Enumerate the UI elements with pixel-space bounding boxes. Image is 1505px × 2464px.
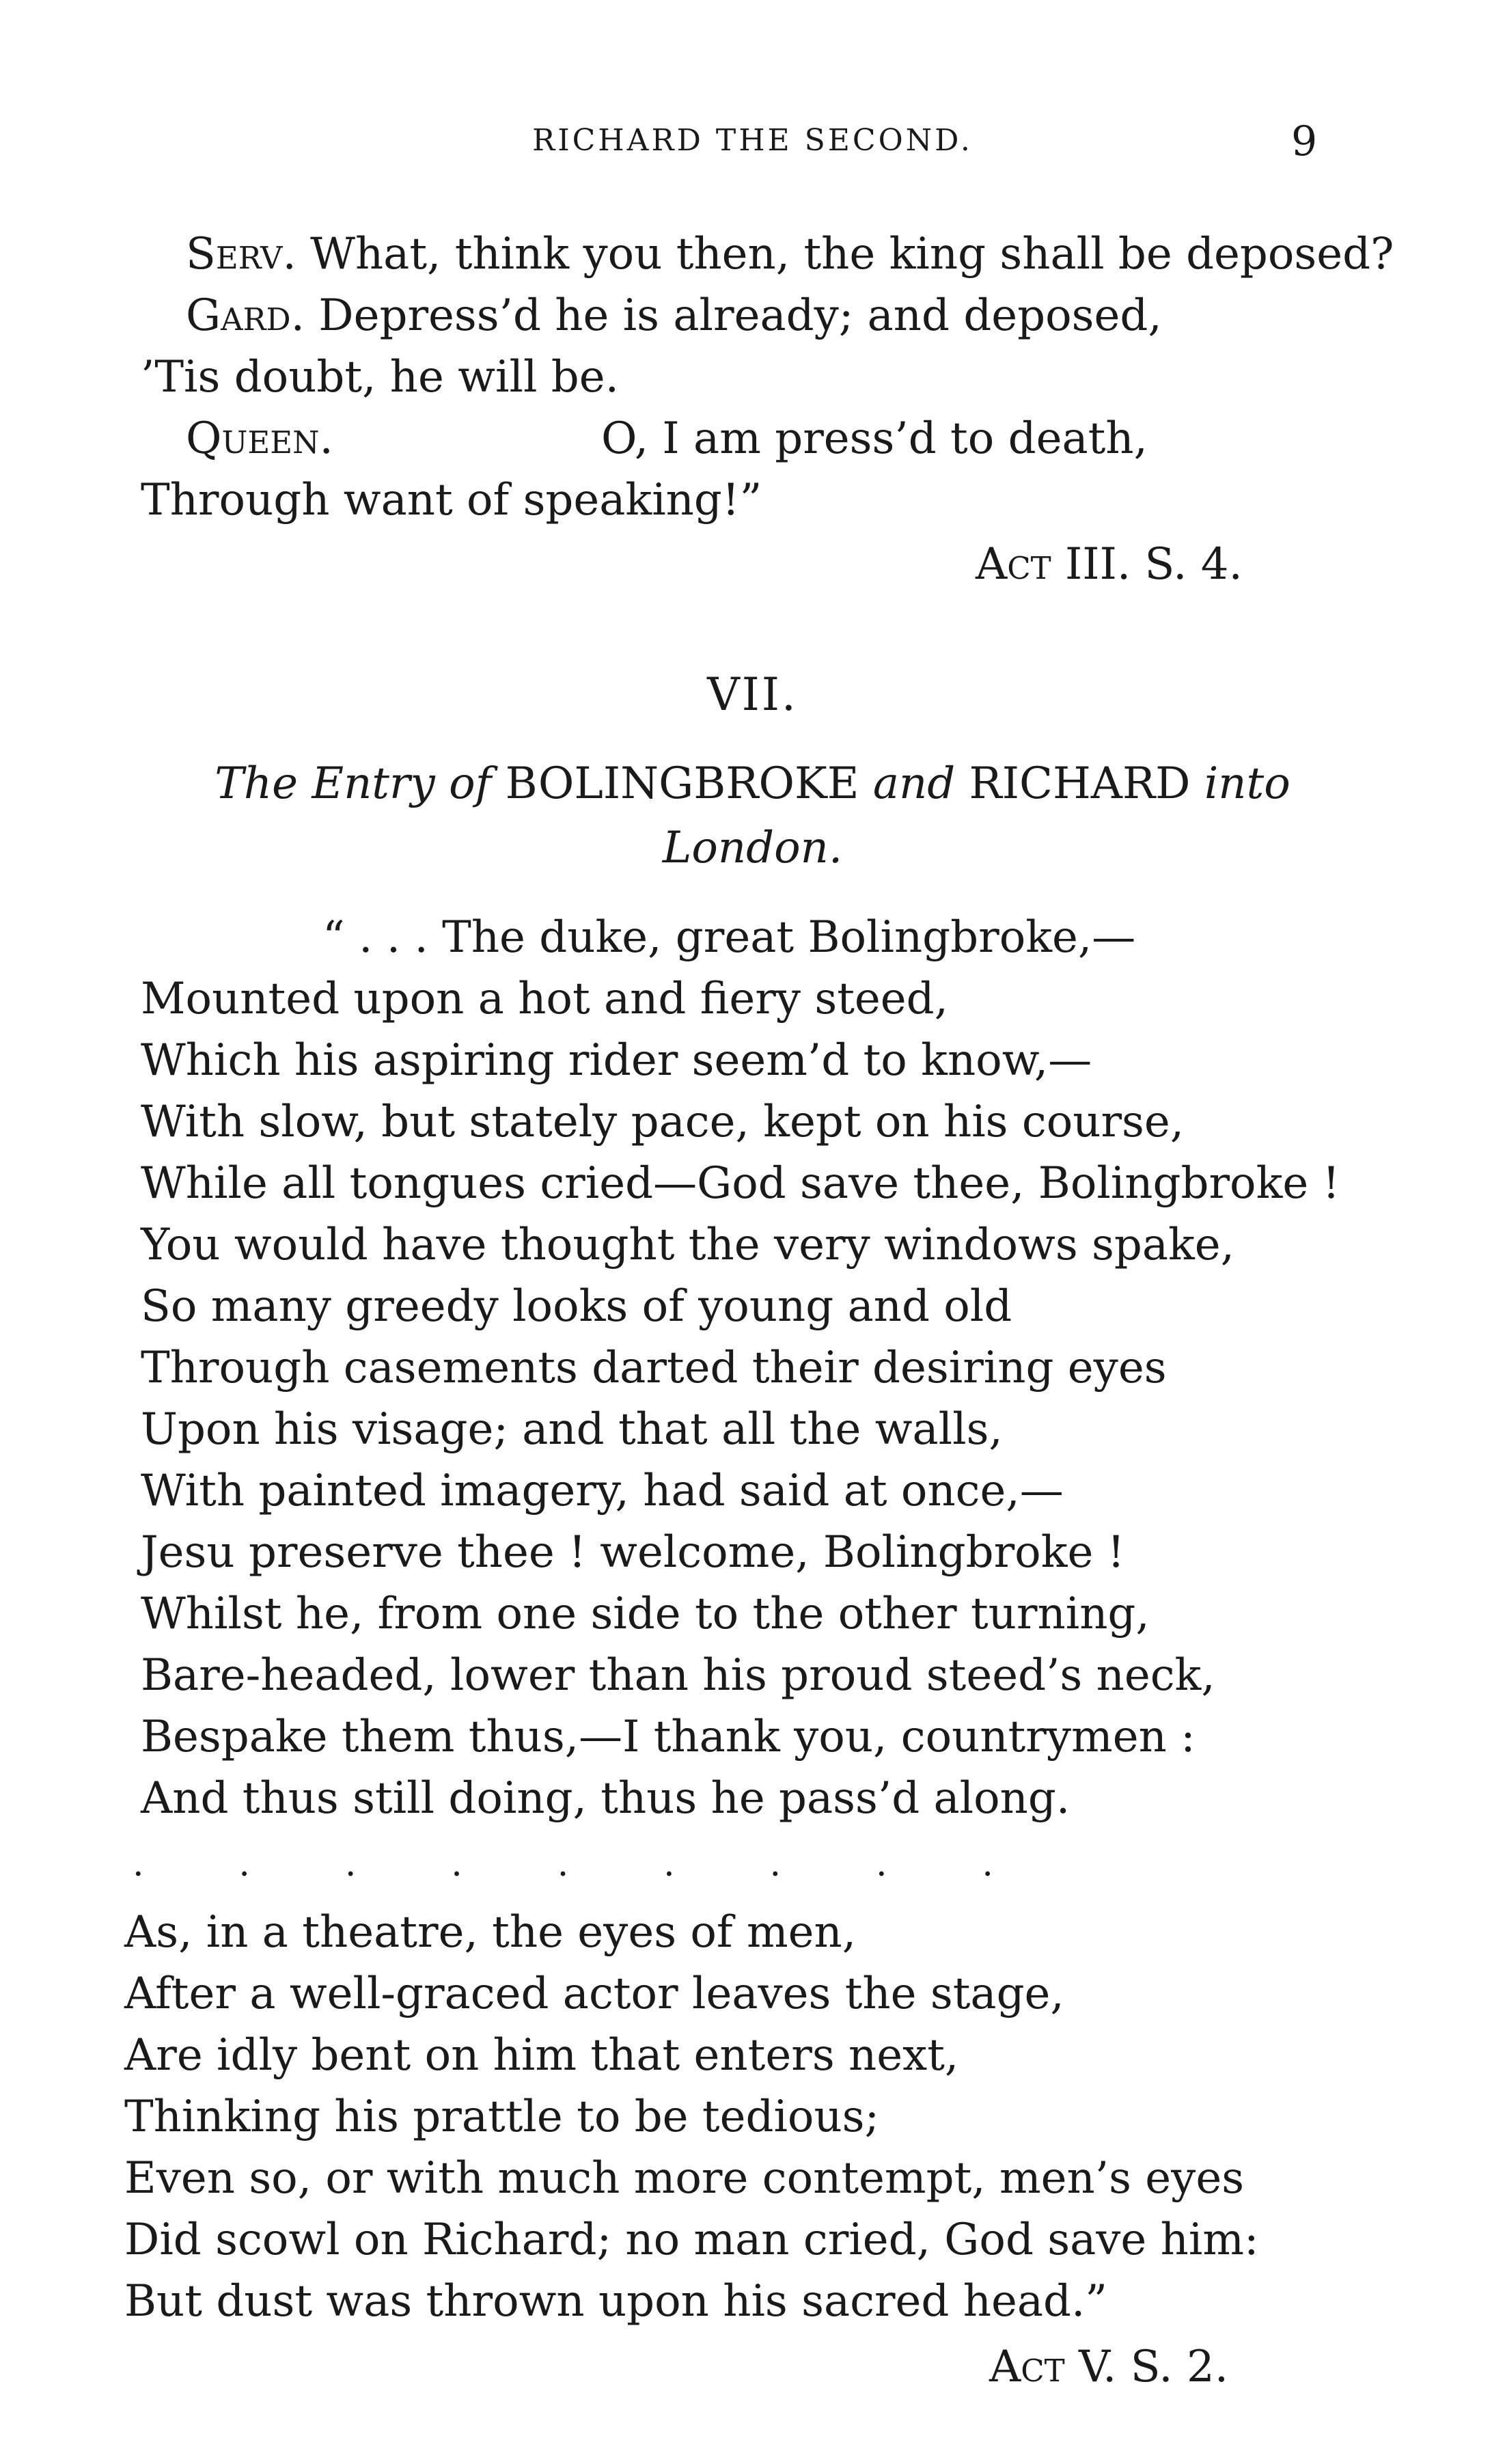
- verse-line: So many greedy looks of young and old: [141, 1281, 1012, 1332]
- verse-line: After a well-graced actor leaves the stage,: [124, 1969, 1064, 2019]
- ellipsis-dot: .: [875, 1844, 887, 1885]
- verse-line: And thus still doing, thus he pass’d along.: [141, 1773, 1071, 1824]
- verse-line: Even so, or with much more contempt, men’s eyes: [124, 2153, 1245, 2204]
- section-title: [0, 758, 1505, 809]
- verse-line: Whilst he, from one side to the other turning,: [141, 1589, 1150, 1639]
- dialogue-line-gard: [186, 286, 1162, 346]
- title-of: of: [449, 758, 492, 809]
- ellipsis-dots: [133, 1844, 993, 1885]
- verse-line: But dust was thrown upon his sacred head.”: [124, 2276, 1107, 2327]
- verse-line: Thinking his prattle to be tedious;: [124, 2092, 880, 2142]
- ellipsis-dot: .: [557, 1844, 569, 1885]
- title-into: into: [1204, 758, 1290, 809]
- verse-line: With painted imagery, had said at once,—: [141, 1466, 1064, 1516]
- verse-line: You would have thought the very windows spake,: [141, 1220, 1234, 1270]
- running-head: RICHARD THE SECOND.: [532, 123, 973, 158]
- ellipsis-dot: .: [769, 1844, 782, 1885]
- title-richard: RICHARD: [969, 758, 1191, 809]
- verse-line: “ . . . The duke, great Bolingbroke,—: [322, 912, 1136, 963]
- speaker-serv: Serv.: [186, 229, 296, 279]
- act-reference-1-act: Act: [976, 539, 1051, 590]
- verse-line: Did scowl on Richard; no man cried, God save him:: [124, 2215, 1259, 2265]
- verse-line: Bespake them thus,—I thank you, countrymen :: [141, 1712, 1196, 1762]
- verse-line: Are idly bent on him that enters next,: [124, 2030, 959, 2081]
- dialogue-line-serv: [186, 224, 1394, 284]
- verse-line: As, in a theatre, the eyes of men,: [124, 1907, 857, 1958]
- title-the-entry: The Entry: [215, 758, 435, 809]
- title-and: and: [872, 758, 956, 809]
- ellipsis-dot: .: [451, 1844, 462, 1885]
- act-reference-1-rest: III. S. 4.: [1065, 539, 1243, 590]
- gard-text: Depress’d he is already; and deposed,: [318, 290, 1162, 341]
- serv-text: What, think you then, the king shall be deposed?: [310, 229, 1394, 279]
- verse-line: Which his aspiring rider seem’d to know,—: [141, 1035, 1092, 1086]
- ellipsis-dot: .: [133, 1844, 144, 1885]
- speaker-queen: Queen.: [186, 413, 333, 464]
- ellipsis-dot: .: [344, 1844, 357, 1885]
- act-reference-2-rest: V. S. 2.: [1079, 2342, 1229, 2392]
- section-number: VII.: [707, 668, 798, 721]
- ellipsis-dot: .: [238, 1844, 250, 1885]
- verse-line: Bare-headed, lower than his proud steed’s neck,: [141, 1650, 1215, 1701]
- verse-line: Upon his visage; and that all the walls,: [141, 1404, 1003, 1455]
- verse-line: Jesu preserve thee ! welcome, Bolingbroke !: [141, 1527, 1125, 1578]
- dialogue-line-queen: [186, 409, 333, 469]
- ellipsis-dot: .: [663, 1844, 675, 1885]
- section-title-london: London.: [662, 823, 843, 873]
- verse-line: Through casements darted their desiring eyes: [141, 1343, 1167, 1393]
- speaker-gard: Gard.: [186, 290, 305, 341]
- dialogue-line-queen-2: Through want of speaking!”: [141, 475, 762, 525]
- title-bolingbroke: BOLINGBROKE: [505, 758, 859, 809]
- act-reference-2: [989, 2337, 1228, 2397]
- ellipsis-dot: .: [982, 1844, 993, 1885]
- dialogue-line-gard-2: ’Tis doubt, he will be.: [141, 352, 619, 402]
- verse-line: While all tongues cried—God save thee, Bolingbroke !: [141, 1158, 1340, 1209]
- act-reference-2-act: Act: [989, 2342, 1065, 2392]
- verse-line: Mounted upon a hot and fiery steed,: [141, 974, 948, 1024]
- page-number: 9: [1291, 118, 1318, 165]
- verse-line: With slow, but stately pace, kept on his course,: [141, 1097, 1185, 1147]
- queen-text: O, I am press’d to death,: [601, 413, 1148, 464]
- act-reference-1: [976, 534, 1243, 594]
